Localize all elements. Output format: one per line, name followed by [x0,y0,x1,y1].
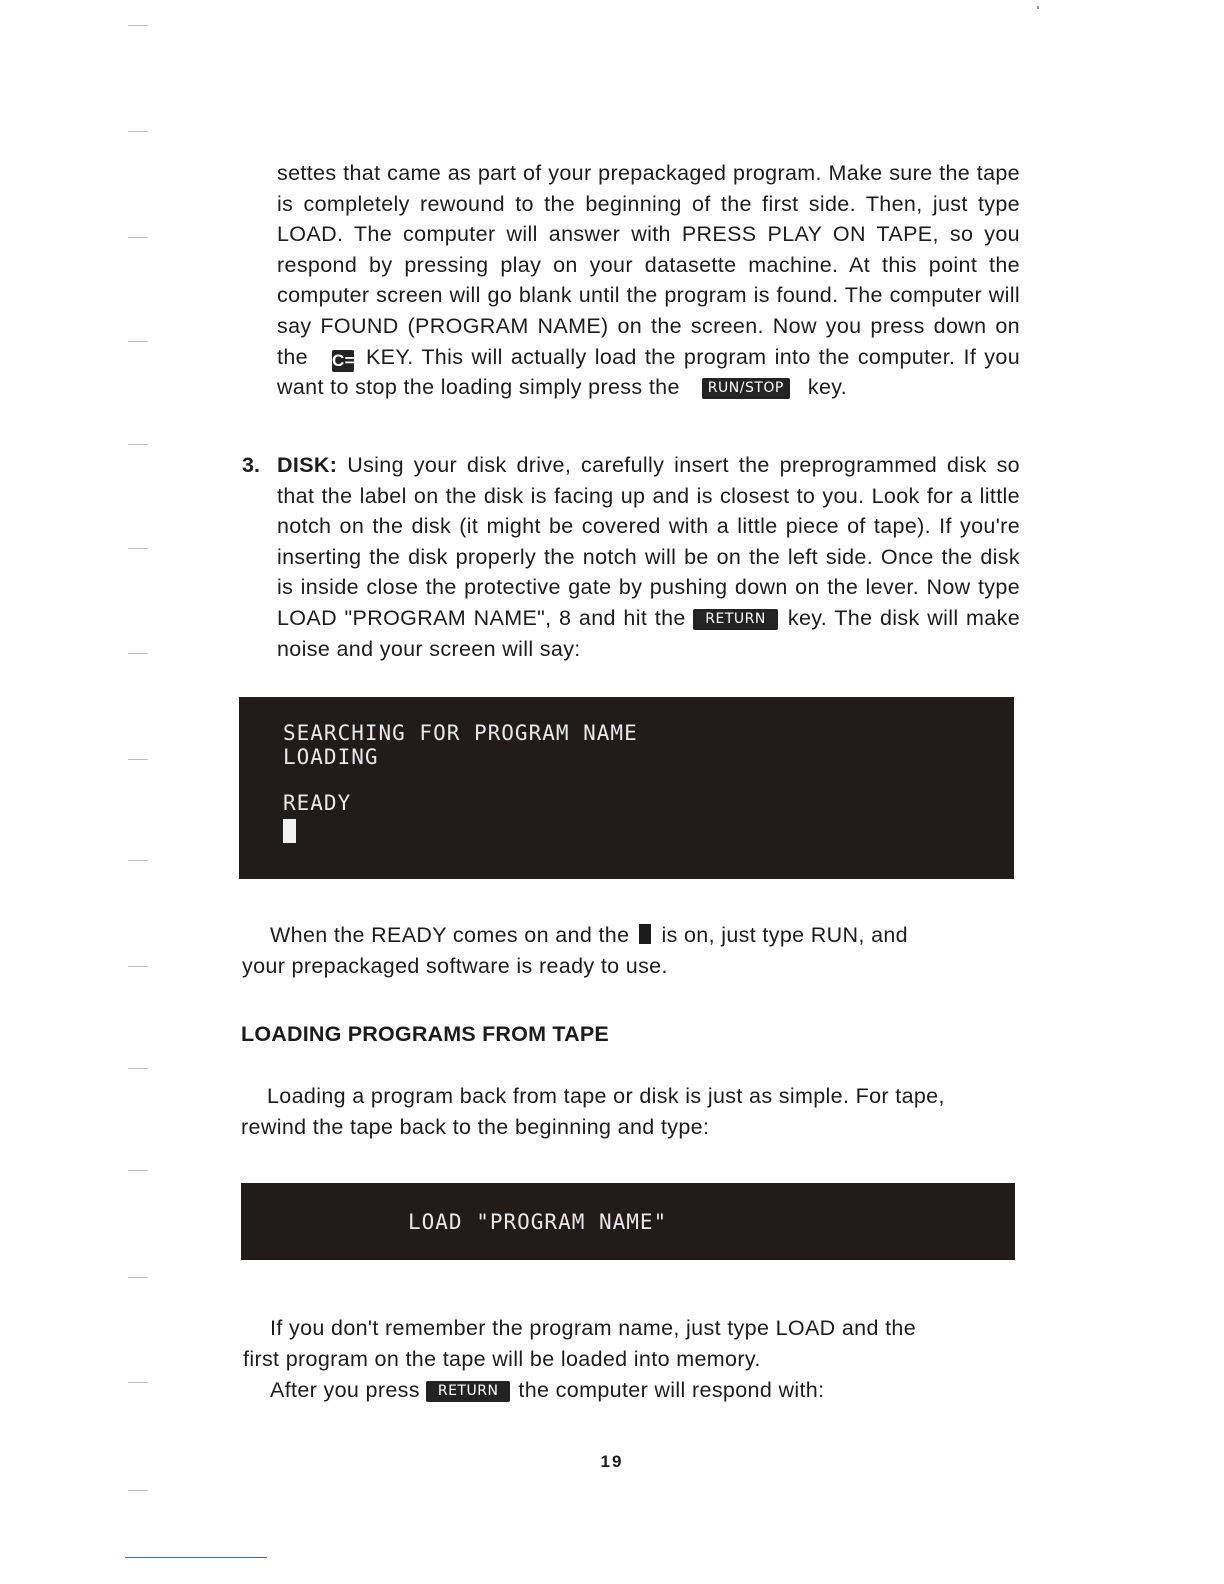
text-line: so that the label on the disk is facing up and is closest to you. Look [277,453,1020,508]
text-line: Using your disk drive, carefully insert the preprogrammed disk [347,453,987,477]
margin-mark [128,341,148,342]
text-line: settes that came as part of your prepackaged program. Make sure [277,161,933,185]
ready-paragraph-line2: your prepackaged software is ready to use. [242,954,668,978]
screen-line: LOAD "PROGRAM NAME" [408,1210,668,1234]
return-key: RETURN [693,609,778,630]
page-number: 19 [600,1452,624,1471]
text-line: Then, just type LOAD. The computer will answer with PRESS PLAY ON [277,191,1020,247]
screen-line: SEARCHING FOR PROGRAM NAME [283,721,638,745]
final-paragraph-line2: first program on the tape will be loaded into memory. [243,1347,761,1371]
screen-line: LOADING [283,745,379,769]
loading-paragraph-line2: rewind the tape back to the beginning and type: [241,1115,710,1139]
text-line: key. [807,375,848,400]
text-line: simply press the [518,375,680,400]
loading-paragraph-line1: Loading a program back from tape or disk is just as simple. For tape, [267,1084,945,1108]
text-line: After you press [270,1378,420,1402]
text-line: key. The disk will make noise and your screen will say: [277,605,1020,661]
margin-mark [128,1170,148,1171]
text-line: screen. Now you press down on the [277,313,1020,369]
margin-mark [128,1277,148,1278]
cursor-block-icon [283,819,296,843]
text-line: When the READY comes on and the [270,923,630,947]
text-line: is on, just type RUN, and [661,923,908,947]
margin-mark [128,1382,148,1383]
scan-speck [1037,6,1039,9]
list-item-number: 3. [242,453,260,477]
text-line: the tape is completely rewound to the beginning of the first side. [277,161,1020,216]
margin-mark [128,548,148,549]
run-stop-key: RUN/STOP [702,378,790,399]
margin-mark [128,860,148,861]
text-line: load the program into the computer. If you want to stop the loading [277,344,1020,400]
margin-mark [128,1068,148,1069]
text-line: side. Once the disk is inside close the protective gate by pushing down [277,544,1021,600]
text-line: TAPE, so you respond by pressing play on your datasette machine. At [277,222,1020,277]
margin-mark [128,237,148,238]
margin-mark [128,1490,148,1491]
text-line: for a little notch on the disk (it might be covered with a little piece of [277,483,1020,539]
section-heading: LOADING PROGRAMS FROM TAPE [241,1022,609,1046]
ready-paragraph-line1 [270,920,1030,951]
disk-instructions-item [277,450,1020,664]
final-paragraph-line1: If you don't remember the program name, just type LOAD and the [270,1316,917,1340]
text-line: this point the computer screen will go blank until the program is [277,252,1020,308]
text-line: tape). If you're inserting the disk properly the notch will be on the left [277,514,1020,569]
text-line: KEY. This will actually [365,344,587,369]
margin-mark [128,25,148,26]
footer-rule [125,1557,267,1558]
disk-label: DISK: [277,453,338,477]
final-paragraph-line3 [270,1375,1030,1406]
margin-mark [128,131,148,132]
left-margin-marks [0,0,160,1584]
cursor-block-icon [639,924,651,944]
text-line: found. The computer will say FOUND (PROGRAM NAME) on the [277,283,1020,338]
commodore-key-icon: C= [331,350,355,370]
computer-screen-output [239,697,1014,879]
tape-instructions-paragraph [277,158,1020,403]
margin-mark [128,653,148,654]
margin-mark [128,444,148,445]
load-command-screen [241,1183,1015,1260]
screen-line: READY [283,791,352,815]
margin-mark [128,759,148,760]
return-key: RETURN [426,1381,511,1402]
text-line: on the lever. Now type LOAD "PROGRAM NAME", 8 and hit the [277,575,1020,630]
text-line: the computer will respond with: [518,1378,825,1402]
margin-mark [128,966,148,967]
